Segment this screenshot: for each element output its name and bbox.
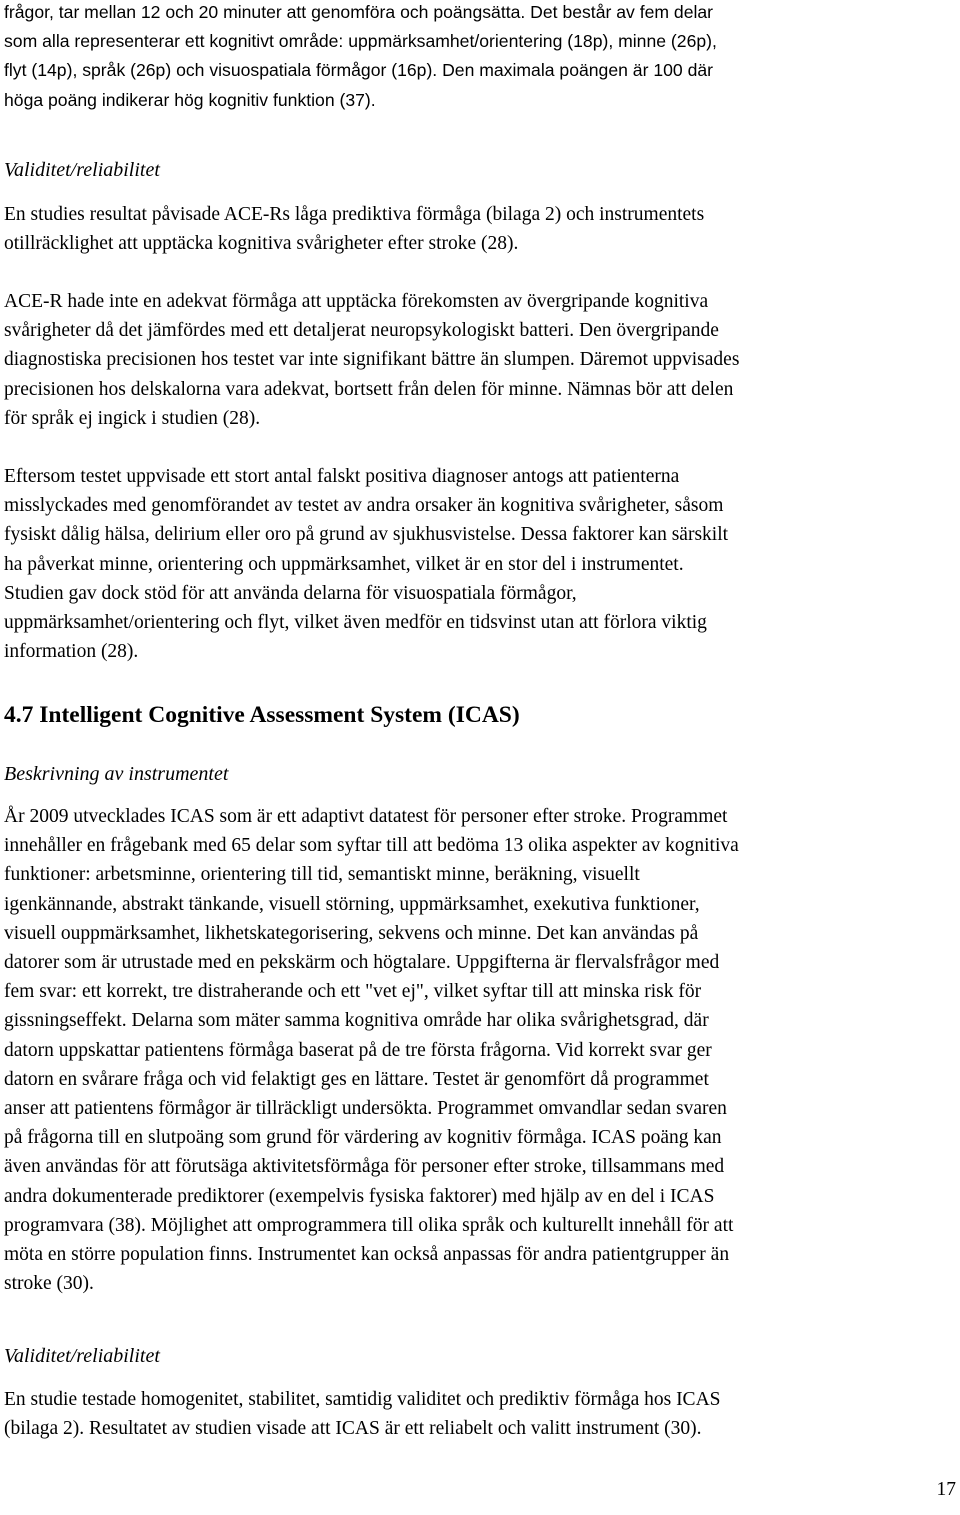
section-title: 4.7 Intelligent Cognitive Assessment System (ICAS) <box>4 702 520 728</box>
text-line: information (28). <box>4 641 139 663</box>
text-line: ha påverkat minne, orientering och uppmärksamhet, vilket är en stor del i instrumentet. <box>4 553 684 575</box>
text-line: År 2009 utvecklades ICAS som är ett adaptivt datatest för personer efter stroke. Programmet <box>4 806 728 827</box>
text-line: precisionen hos delskalorna vara adekvat, bortsett från delen för minne. Nämnas bör att delen <box>4 378 734 400</box>
text-line: (bilaga 2). Resultatet av studien visade att ICAS är ett reliabelt och valitt instrument (30). <box>4 1418 702 1440</box>
text-line: fysiskt dålig hälsa, delirium eller oro på grund av sjukhusvistelse. Dessa faktorer kan särskilt <box>4 524 729 546</box>
text-line: för språk ej ingick i studien (28). <box>4 407 261 429</box>
text-line: gissningseffekt. Delarna som mäter samma kognitiva område har olika svårighetsgrad, där <box>4 1010 709 1032</box>
text-line: diagnostiska precisionen hos testet var inte signifikant bättre än slumpen. Däremot uppvisades <box>4 349 740 371</box>
intro-paragraph <box>4 0 717 115</box>
text-line: ACE-R hade inte en adekvat förmåga att upptäcka förekomsten av övergripande kognitiva <box>4 291 709 312</box>
text-line: misslyckades med genomförandet av testet av andra orsaker än kognitiva svårigheter, såsom <box>4 495 724 517</box>
text-line: En studie testade homogenitet, stabilitet, samtidig validitet och prediktiv förmåga hos ICAS <box>4 1389 721 1410</box>
text-line: Studien gav dock stöd för att använda delarna för visuospatiala förmågor, <box>4 582 577 604</box>
text-line: funktioner: arbetsminne, orientering till tid, semantiskt minne, beräkning, visuellt <box>4 864 640 886</box>
description-heading: Beskrivning av instrumentet <box>4 763 229 785</box>
icas-validity-heading: Validitet/reliabilitet <box>4 1345 160 1367</box>
text-line: möta en större population finns. Instrumentet kan också anpassas för andra patientgrupper än <box>4 1244 730 1266</box>
text-line: Eftersom testet uppvisade ett stort antal falskt positiva diagnoser antogs att patienterna <box>4 466 680 487</box>
text-line: andra dokumenterade prediktorer (exempelvis fysiska faktorer) med hjälp av en del i ICAS <box>4 1185 715 1207</box>
ace-r-paragraph-2 <box>4 287 739 433</box>
icas-validity-paragraph <box>4 1385 721 1443</box>
ace-r-paragraph-3 <box>4 462 728 666</box>
ace-r-paragraph-1 <box>4 200 704 258</box>
text-line: innehåller en frågebank med 65 delar som syftar till att bedöma 13 olika aspekter av kognitiva <box>4 835 739 857</box>
text-line: anser att patientens förmågor är tillräckligt undersökta. Programmet omvandlar sedan svaren <box>4 1098 727 1120</box>
text-line: höga poäng indikerar hög kognitiv funktion (37). <box>4 89 376 110</box>
text-line: datorn en svårare fråga och vid felaktigt ges en lättare. Testet är genomfört då programmet <box>4 1068 709 1090</box>
text-line: som alla representerar ett kognitivt område: uppmärksamhet/orientering (18p), minne (26p), <box>4 31 717 52</box>
text-line: frågor, tar mellan 12 och 20 minuter att genomföra och poängsätta. Det består av fem delar <box>4 2 714 22</box>
text-line: programvara (38). Möjlighet att omprogrammera till olika språk och kulturellt innehåll för att <box>4 1214 734 1236</box>
text-line: svårigheter då det jämfördes med ett detaljerat neuropsykologiskt batteri. Den övergripande <box>4 320 719 342</box>
text-line: datorer som är utrustade med en pekskärm och högtalare. Uppgifterna är flervalsfrågor med <box>4 952 720 974</box>
text-line: igenkännande, abstrakt tänkande, visuell störning, uppmärksamhet, exekutiva funktioner, <box>4 893 700 915</box>
text-line: uppmärksamhet/orientering och flyt, vilket även medför en tidsvinst utan att förlora viktig <box>4 612 707 634</box>
text-line: datorn uppskattar patientens förmåga baserat på de tre första frågorna. Vid korrekt svar ger <box>4 1039 712 1061</box>
text-line: på frågorna till en slutpoäng som grund för värdering av kognitiv förmåga. ICAS poäng kan <box>4 1127 722 1149</box>
page-number: 17 <box>936 1479 956 1500</box>
text-line: visuell ouppmärksamhet, likhetskategorisering, sekvens och minne. Det kan användas på <box>4 922 699 944</box>
ace-r-validity-heading: Validitet/reliabilitet <box>4 159 160 181</box>
text-line: fem svar: ett korrekt, tre distraherande och ett "vet ej", vilket syftar till att minska risk för <box>4 981 702 1003</box>
text-line: otillräcklighet att upptäcka kognitiva svårigheter efter stroke (28). <box>4 233 519 255</box>
text-line: stroke (30). <box>4 1273 94 1295</box>
text-line: En studies resultat påvisade ACE-Rs låga prediktiva förmåga (bilaga 2) och instrumentets <box>4 204 705 225</box>
icas-description-paragraph <box>4 802 739 1298</box>
text-line: även användas för att förutsäga aktivitetsförmåga för personer efter stroke, tillsammans med <box>4 1156 725 1178</box>
text-line: flyt (14p), språk (26p) och visuospatiala förmågor (16p). Den maximala poängen är 100 där <box>4 60 713 81</box>
